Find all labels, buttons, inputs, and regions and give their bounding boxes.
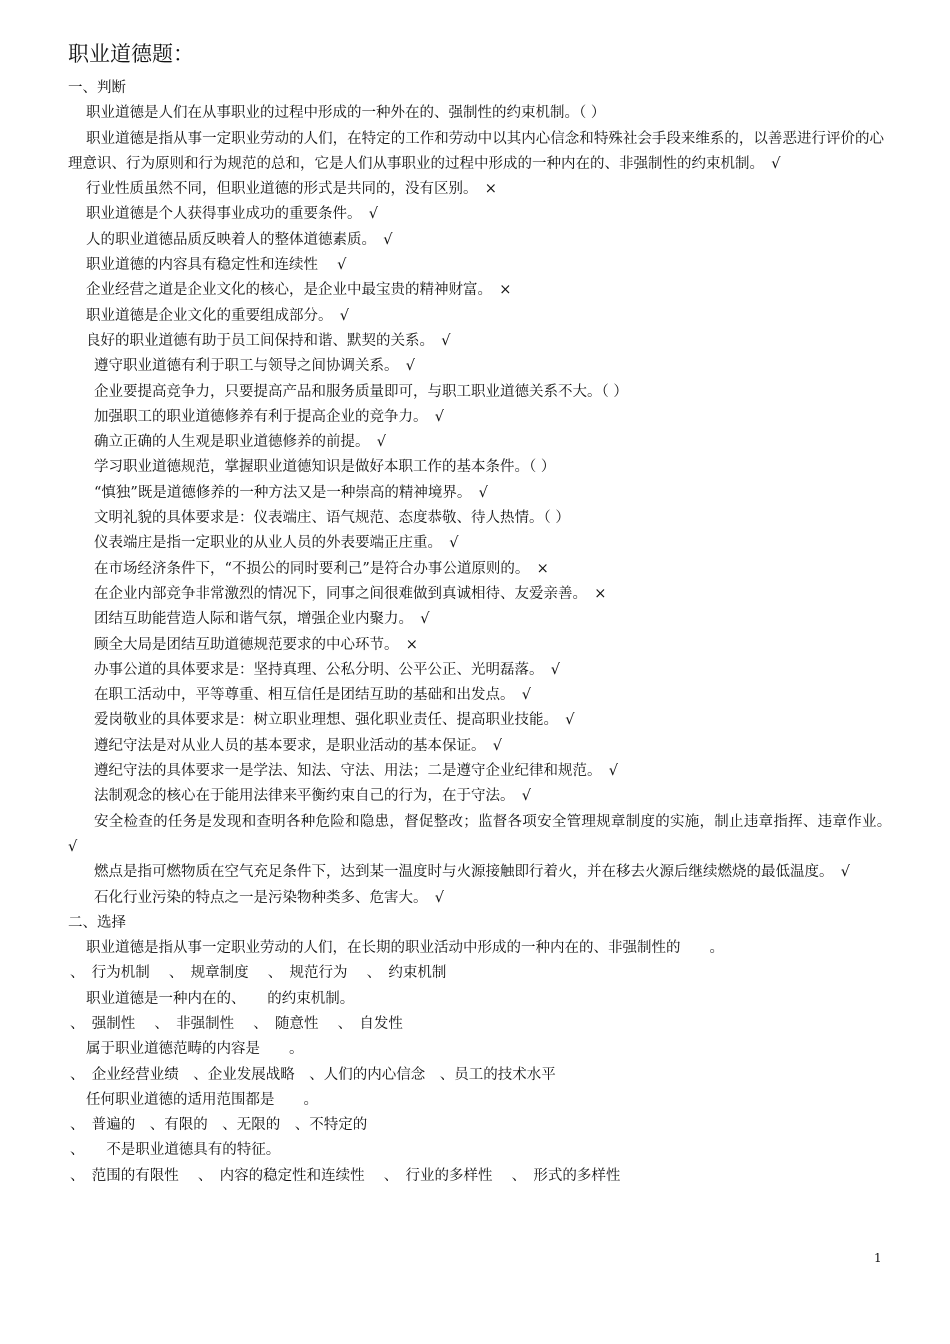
judgement-item: 爱岗敬业的具体要求是：树立职业理想、强化职业责任、提高职业技能。 √ bbox=[94, 712, 575, 729]
judgement-item: 遵纪守法的具体要求一是学法、知法、守法、用法；二是遵守企业纪律和规范。 √ bbox=[94, 763, 618, 780]
judgement-item: 职业道德是指从事一定职业劳动的人们，在特定的工作和劳动中以其内心信念和特殊社会手段来维系的，以善恶进行评价的心理意识、行为原则和行为规范的总和，它是人们从事职业的过程中形成的一种内在的、非强制性的约束机制。 √ bbox=[68, 130, 884, 172]
judgement-item: “慎独”既是道德修养的一种方法又是一种崇高的精神境界。 √ bbox=[94, 484, 488, 501]
section-heading-judgement: 一、判断 bbox=[68, 80, 126, 96]
judgement-item: 顾全大局是团结互助道德规范要求的中心环节。 × bbox=[94, 636, 418, 653]
judgement-item: 加强职工的职业道德修养有利于提高企业的竞争力。 √ bbox=[94, 408, 444, 425]
choice-question: 、 不是职业道德具有的特征。 bbox=[70, 1142, 281, 1159]
judgement-item: 石化行业污染的特点之一是污染物种类多、危害大。 √ bbox=[94, 889, 444, 906]
judgement-item: 法制观念的核心在于能用法律来平衡约束自己的行为，在于守法。 √ bbox=[94, 788, 531, 805]
judgement-item: 职业道德的内容具有稳定性和连续性 √ bbox=[86, 257, 347, 274]
judgement-item: 企业要提高竞争力，只要提高产品和服务质量即可，与职工职业道德关系不大。（ ） bbox=[94, 383, 628, 400]
judgement-item: 文明礼貌的具体要求是：仪表端庄、语气规范、态度恭敬、待人热情。（ ） bbox=[94, 510, 570, 527]
choice-question: 任何职业道德的适用范围都是 。 bbox=[86, 1091, 318, 1108]
judgement-item: 人的职业道德品质反映着人的整体道德素质。 √ bbox=[86, 231, 393, 248]
judgement-item: 企业经营之道是企业文化的核心，是企业中最宝贵的精神财富。 × bbox=[86, 282, 512, 299]
judgement-item: 仪表端庄是指一定职业的从业人员的外表要端正庄重。 √ bbox=[94, 535, 459, 552]
choice-options: 、 强制性 、 非强制性 、 随意性 、 自发性 bbox=[70, 1015, 403, 1032]
page-number: 1 bbox=[874, 1251, 882, 1265]
judgement-item: 在市场经济条件下，“不损公的同时要利己”是符合办事公道原则的。 × bbox=[94, 560, 549, 577]
choice-options: 、 企业经营业绩 、企业发展战略 、人们的内心信念 、员工的技术水平 bbox=[70, 1066, 556, 1083]
page-title: 职业道德题： bbox=[68, 42, 194, 66]
judgement-item: 燃点是指可燃物质在空气充足条件下，达到某一温度时与火源接触即行着火，并在移去火源后继续燃烧的最低温度。 √ bbox=[94, 864, 850, 881]
judgement-item: 遵守职业道德有利于职工与领导之间协调关系。 √ bbox=[94, 358, 415, 375]
choice-options: 、 普遍的 、有限的 、无限的 、不特定的 bbox=[70, 1117, 368, 1134]
section-heading-choice: 二、选择 bbox=[68, 914, 126, 931]
judgement-item: 在企业内部竞争非常激烈的情况下，同事之间很难做到真诚相待、友爱亲善。 × bbox=[94, 585, 607, 602]
judgement-item: 在职工活动中，平等尊重、相互信任是团结互助的基础和出发点。 √ bbox=[94, 687, 531, 704]
choice-options: 、 行为机制 、 规章制度 、 规范行为 、 约束机制 bbox=[70, 965, 447, 982]
judgement-item: 职业道德是人们在从事职业的过程中形成的一种外在的、强制性的约束机制。（ ） bbox=[86, 105, 606, 122]
judgement-item: 职业道德是个人获得事业成功的重要条件。 √ bbox=[86, 206, 378, 223]
document-body bbox=[68, 76, 899, 1189]
judgement-item: 职业道德是企业文化的重要组成部分。 √ bbox=[86, 307, 349, 324]
choice-question: 属于职业道德范畴的内容是 。 bbox=[86, 1041, 304, 1058]
choice-question: 职业道德是指从事一定职业劳动的人们，在长期的职业活动中形成的一种内在的、非强制性的 。 bbox=[86, 940, 724, 957]
judgement-item: 学习职业道德规范，掌握职业道德知识是做好本职工作的基本条件。（ ） bbox=[94, 459, 556, 476]
judgement-item: 行业性质虽然不同，但职业道德的形式是共同的，没有区别。 × bbox=[86, 181, 497, 198]
judgement-item: 确立正确的人生观是职业道德修养的前提。 √ bbox=[94, 434, 386, 451]
judgement-item: 团结互助能营造人际和谐气氛，增强企业内聚力。 √ bbox=[94, 611, 430, 628]
choice-question: 职业道德是一种内在的、 的约束机制。 bbox=[86, 990, 355, 1007]
judgement-item: 良好的职业道德有助于员工间保持和谐、默契的关系。 √ bbox=[86, 332, 451, 349]
judgement-item: 安全检查的任务是发现和查明各种危险和隐患，督促整改；监督各项安全管理规章制度的实施，制止违章指挥、违章作业。 √ bbox=[68, 813, 899, 855]
judgement-item: 遵纪守法是对从业人员的基本要求，是职业活动的基本保证。 √ bbox=[94, 737, 502, 754]
choice-options: 、 范围的有限性 、 内容的稳定性和连续性 、 行业的多样性 、 形式的多样性 bbox=[70, 1167, 621, 1184]
judgement-item: 办事公道的具体要求是：坚持真理、公私分明、公平公正、光明磊落。 √ bbox=[94, 661, 560, 678]
